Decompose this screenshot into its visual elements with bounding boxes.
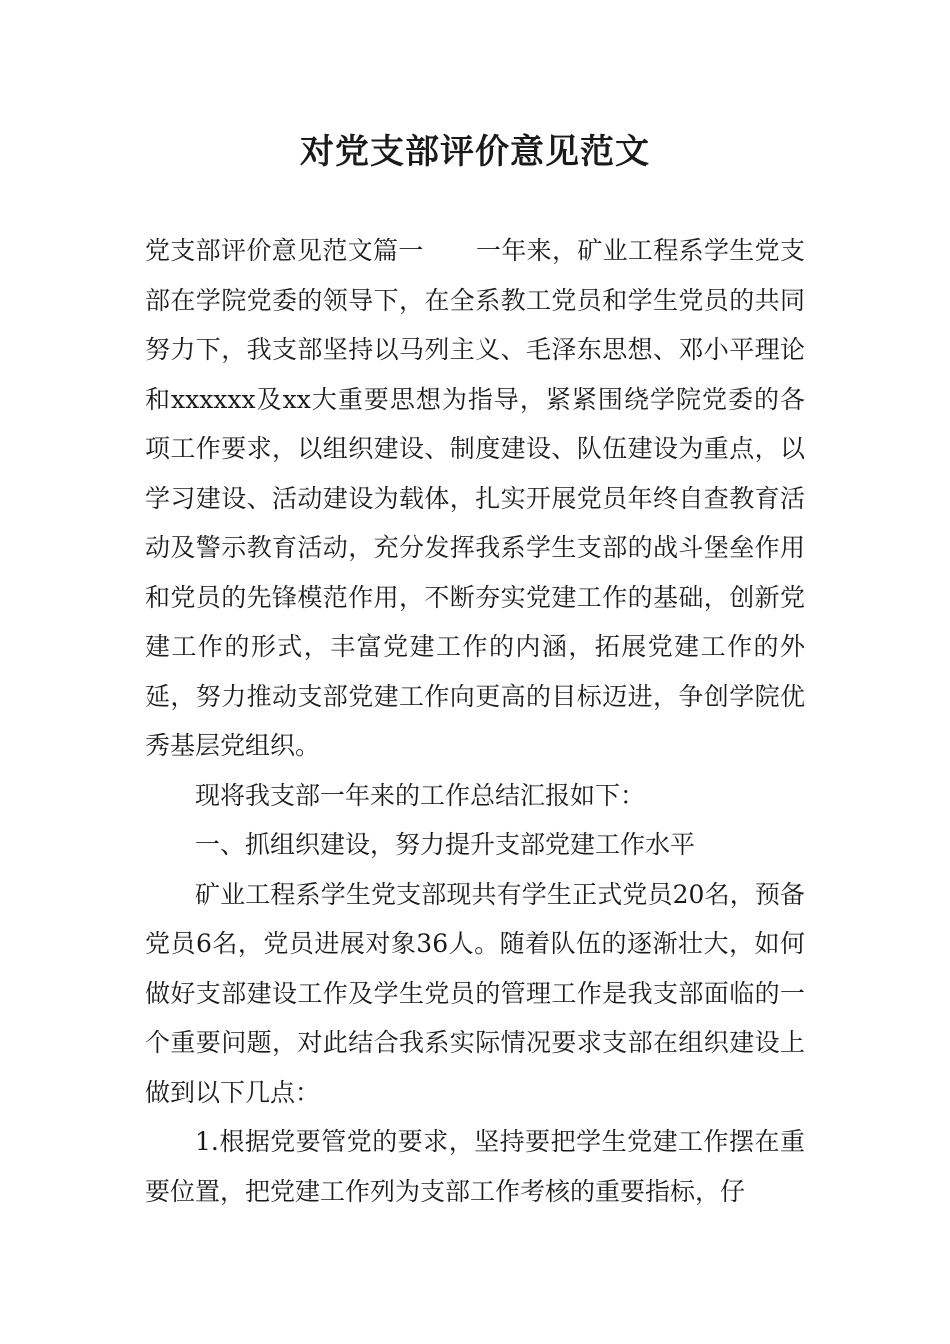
paragraph-1 [145,226,805,771]
section-heading-1: 一、抓组织建设，努力提升支部党建工作水平 [195,830,696,859]
paragraph-2: 现将我支部一年来的工作总结汇报如下： [195,780,646,810]
paragraph-3: 矿业工程系学生党支部现共有学生正式党员20名，预备党员6名，党员进展对象36人。随着队伍的逐渐壮大，如何做好支部建设工作及学生党员的管理工作是我支部面临的一个重要问题，对此结合我系实际情况要求支部在组织建设上做到以下几点： [145,879,805,1107]
document-title: 对党支部评价意见范文 [300,132,650,172]
paragraph-text: 一年来，矿业工程系学生党支部在学院党委的领导下，在全系教工党员和学生党员的共同努力下，我支部坚持以马列主义、毛泽东思想、邓小平理论和xxxxxx及xx大重要思想为指导，紧紧围绕学院党委的各项工作要求，以组织建设、制度建设、队伍建设为重点，以学习建设、活动建设为载体，扎实开展党员年终自查教育活动及警示教育活动，充分发挥我系学生支部的战斗堡垒作用和党员的先锋模范作用，不断夯实党建工作的基础，创新党建工作的形式，丰富党建工作的内涵，拓展党建工作的外延，努力推动支部党建工作向更高的目标迈进，争创学院优秀基层党组织。 [145,236,805,760]
paragraph-4: 1.根据党要管党的要求，坚持要把学生党建工作摆在重要位置，把党建工作列为支部工作考核的重要指标，仔 [145,1127,805,1206]
document-body [145,226,805,1216]
paragraph-lead: 党支部评价意见范文篇一 [145,236,424,265]
